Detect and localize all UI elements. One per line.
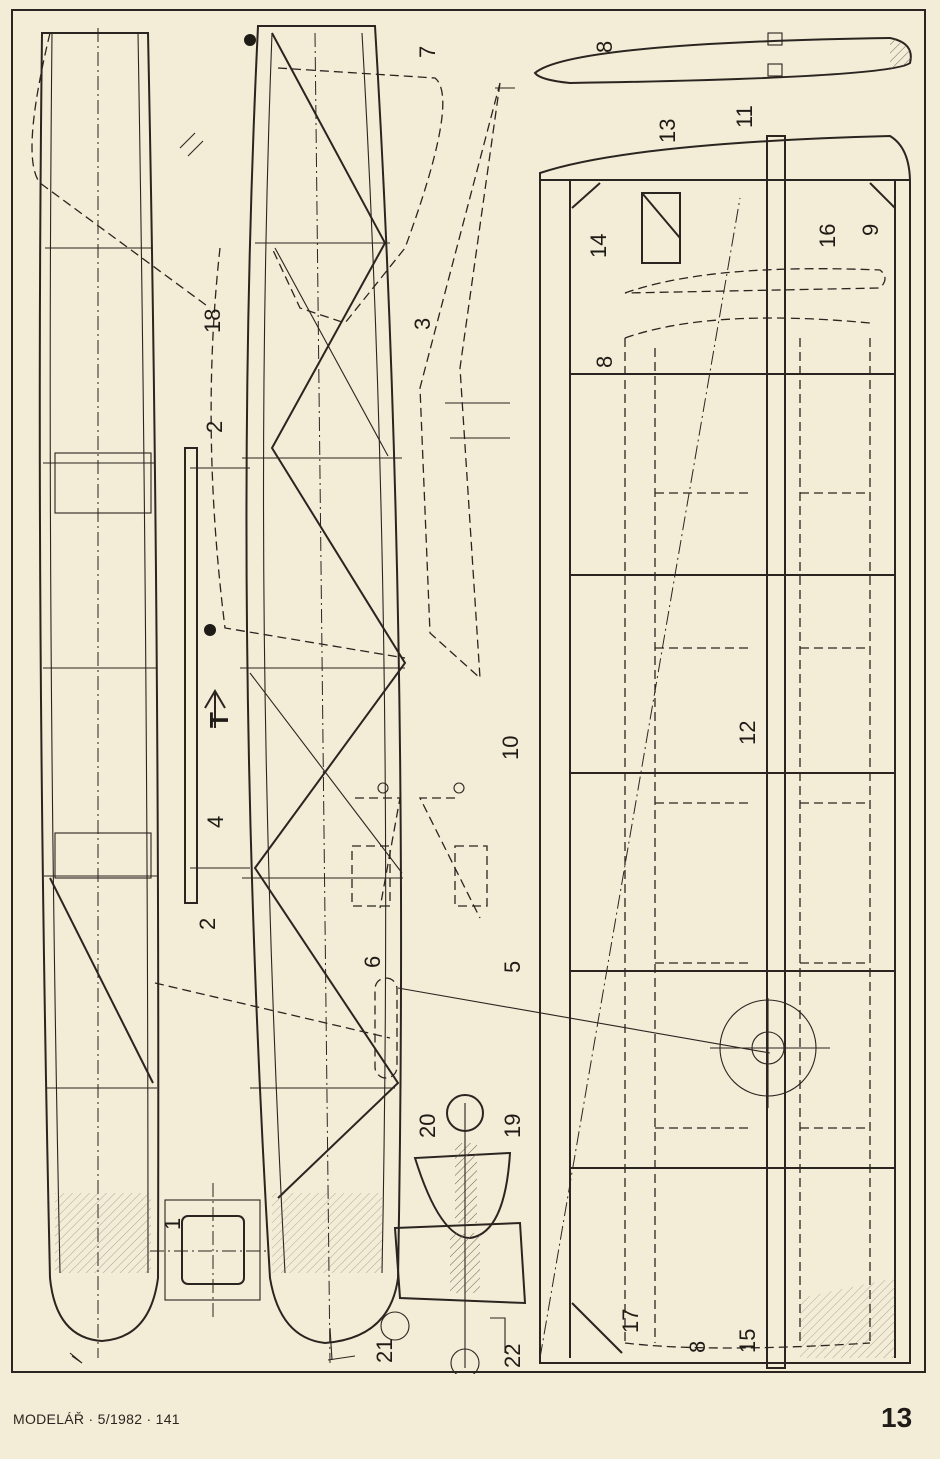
callout-7: 7 (415, 45, 440, 58)
callout-17: 17 (618, 1308, 643, 1333)
callout-19: 19 (500, 1113, 525, 1138)
marker-t: T (204, 712, 234, 728)
callout-2-bottom: 2 (195, 917, 220, 930)
publication-footer: MODELÁŘ · 5/1982 · 141 (13, 1411, 180, 1427)
fuselage-side-view (185, 26, 770, 1363)
callout-4: 4 (203, 815, 228, 828)
airfoil-section (535, 33, 911, 83)
callout-8-airfoil: 8 (592, 40, 617, 53)
callout-3: 3 (410, 317, 435, 330)
callout-14: 14 (586, 233, 611, 258)
callout-12: 12 (735, 720, 760, 745)
callout-13: 13 (655, 118, 680, 143)
wing-plan (540, 136, 910, 1368)
page-number: 13 (881, 1402, 913, 1433)
callout-9: 9 (858, 223, 883, 236)
callout-18: 18 (200, 308, 225, 333)
callout-15: 15 (735, 1328, 760, 1353)
callout-1: 1 (160, 1217, 185, 1230)
callout-6: 6 (360, 955, 385, 968)
callout-8-tip: 8 (685, 1340, 710, 1353)
callout-16: 16 (815, 223, 840, 248)
callout-5: 5 (500, 960, 525, 973)
callout-8-rib: 8 (592, 355, 617, 368)
callout-22: 22 (500, 1343, 525, 1368)
callout-21: 21 (372, 1338, 397, 1363)
callout-10: 10 (498, 735, 523, 760)
fuselage-top-view (32, 28, 390, 1363)
callout-20: 20 (415, 1113, 440, 1138)
callout-2-top: 2 (202, 420, 227, 433)
technical-drawing (10, 8, 928, 1374)
callout-11: 11 (732, 105, 757, 128)
